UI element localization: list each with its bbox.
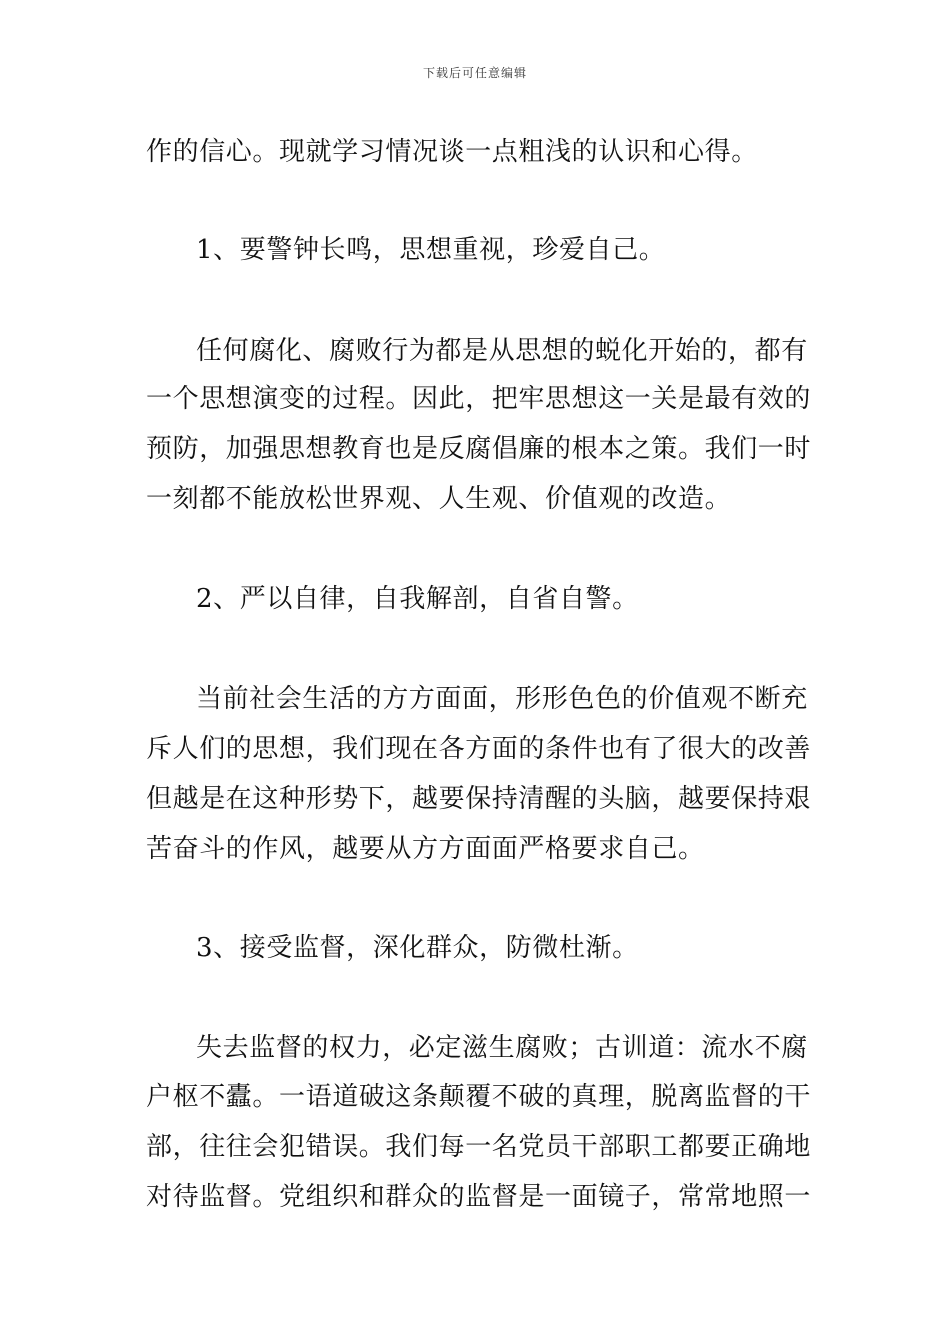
text-line: 但越是在这种形势下，越要保持清醒的头脑，越要保持艰 <box>146 784 812 814</box>
text-line: 部，往往会犯错误。我们每一名党员干部职工都要正确地 <box>146 1132 812 1162</box>
text-line: 斥人们的思想，我们现在各方面的条件也有了很大的改善 <box>146 734 812 764</box>
text-line: 户枢不蠹。一语道破这条颠覆不破的真理，脱离监督的干 <box>146 1082 812 1112</box>
text-line: 失去监督的权力，必定滋生腐败；古训道：流水不腐 <box>196 1033 808 1063</box>
text-line: 苦奋斗的作风，越要从方方面面严格要求自己。 <box>146 834 705 864</box>
text-line: 当前社会生活的方方面面，形形色色的价值观不断充 <box>196 684 808 714</box>
section-heading-1: 1、要警钟长鸣，思想重视，珍爱自己。 <box>196 235 666 265</box>
text-line: 一刻都不能放松世界观、人生观、价值观的改造。 <box>146 484 732 514</box>
text-line: 作的信心。现就学习情况谈一点粗浅的认识和心得。 <box>146 137 758 167</box>
section-heading-2: 2、严以自律，自我解剖，自省自警。 <box>196 584 639 614</box>
page-header: 下载后可任意编辑 <box>422 66 527 80</box>
text-line: 对待监督。党组织和群众的监督是一面镜子，常常地照一 <box>146 1182 812 1212</box>
section-heading-3: 3、接受监督，深化群众，防微杜渐。 <box>196 933 639 963</box>
text-line: 任何腐化、腐败行为都是从思想的蜕化开始的，都有 <box>196 336 808 366</box>
text-line: 一个思想演变的过程。因此，把牢思想这一关是最有效的 <box>146 384 812 414</box>
text-line: 预防，加强思想教育也是反腐倡廉的根本之策。我们一时 <box>146 434 812 464</box>
